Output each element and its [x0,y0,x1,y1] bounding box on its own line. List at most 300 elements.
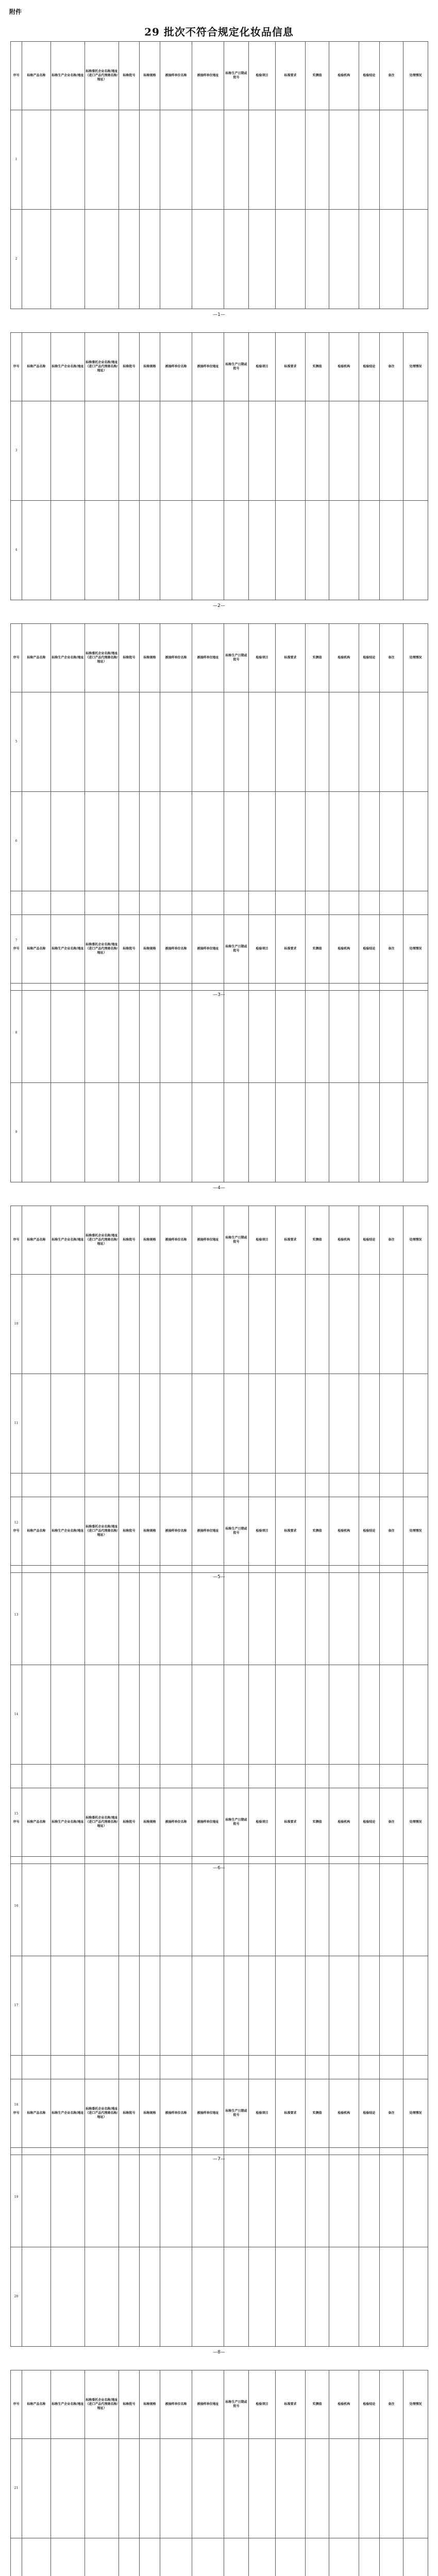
table-cell [119,2148,140,2247]
table-cell [119,2247,140,2347]
table-cell [119,984,140,1083]
table-cell [51,984,85,1083]
column-header: 标称生产企业名称/地址 [51,1497,85,1566]
column-header: 标称规格 [140,624,160,692]
table-cell [403,1956,428,2056]
table-cell [160,792,192,891]
table-cell [22,1665,51,1765]
table-cell [403,1857,428,1956]
table-cell [160,1275,192,1374]
page-number: —3— [213,992,225,997]
row-number: 14 [11,1665,22,1765]
table-cell [140,692,160,792]
table-cell [306,1665,329,1765]
table-cell [380,1665,403,1765]
table-cell [85,1857,119,1956]
column-header: 检验机构 [329,1206,359,1275]
table-cell [51,2439,85,2538]
table-cell [276,1083,306,1182]
table-cell [224,984,249,1083]
column-header: 检验机构 [329,333,359,401]
table-cell [140,401,160,501]
table-cell [192,984,224,1083]
table-cell [276,2148,306,2247]
table-cell [192,1275,224,1374]
table-cell [380,110,403,210]
column-header: 检验结论 [359,1788,380,1857]
column-header: 实测值 [306,42,329,110]
table-cell [329,2439,359,2538]
table-cell [329,692,359,792]
table-cell [359,401,380,501]
column-header: 实测值 [306,1497,329,1566]
table-cell [85,110,119,210]
table-header-row [11,2079,428,2148]
table-cell [276,1275,306,1374]
table-cell [329,1083,359,1182]
table-cell [380,1857,403,1956]
table-cell [306,1275,329,1374]
column-header: 检验机构 [329,2370,359,2439]
column-header: 检验项目 [249,1788,276,1857]
column-header: 实测值 [306,2370,329,2439]
table-cell [403,692,428,792]
table-cell [380,2439,403,2538]
column-header: 检验项目 [249,915,276,984]
table-cell [85,692,119,792]
column-header: 标称生产企业名称/地址 [51,333,85,401]
column-header: 标称规格 [140,2370,160,2439]
table-cell [51,501,85,600]
table-cell [359,2439,380,2538]
column-header: 检验机构 [329,624,359,692]
table-cell [140,110,160,210]
table-cell [140,1083,160,1182]
table-cell [51,1566,85,1665]
table-cell [22,1956,51,2056]
table-cell [160,692,192,792]
table-cell [140,501,160,600]
table-cell [403,1083,428,1182]
table-cell [160,984,192,1083]
table-cell [249,2538,276,2576]
table-cell [140,1857,160,1956]
table-cell [276,501,306,600]
table-cell [306,984,329,1083]
table-cell [329,792,359,891]
column-header: 标称产品名称 [22,1206,51,1275]
table-cell [403,2538,428,2576]
table-header-row [11,1788,428,1857]
table-cell [380,1566,403,1665]
table-cell [249,501,276,600]
table-cell [249,1956,276,2056]
table-cell [224,501,249,600]
table-cell [192,792,224,891]
row-number: 20 [11,2247,22,2347]
table-cell [380,984,403,1083]
page-number: —7— [213,2157,225,2162]
column-header: 处理情况 [403,624,428,692]
table-cell [140,2439,160,2538]
column-header: 实测值 [306,915,329,984]
row-number: 12 [11,1473,22,1573]
column-header: 被抽样单位地址 [192,2079,224,2148]
table-cell [249,2247,276,2347]
results-table [10,41,428,309]
column-header: 标称生产日期或批号 [224,1497,249,1566]
table-cell [224,401,249,501]
column-header: 被抽样单位名称 [160,624,192,692]
column-header: 标称生产日期或批号 [224,915,249,984]
table-cell [192,1083,224,1182]
table-cell [359,210,380,309]
table-cell [192,1857,224,1956]
column-header: 标称批号 [119,333,140,401]
table-cell [329,1956,359,2056]
table-cell [85,792,119,891]
row-number: 7 [11,891,22,991]
table-cell [160,110,192,210]
table-cell [306,1956,329,2056]
row-number: 16 [11,1857,22,1956]
table-cell [249,2148,276,2247]
table-cell [51,792,85,891]
column-header: 被抽样单位地址 [192,2370,224,2439]
column-header: 标称批号 [119,42,140,110]
table-cell [192,692,224,792]
document-page [10,41,428,317]
table-cell [192,1665,224,1765]
table-cell [22,1566,51,1665]
column-header: 标准要求 [276,1788,306,1857]
table-cell [403,401,428,501]
table-cell [249,984,276,1083]
table-cell [160,1857,192,1956]
table-cell [306,210,329,309]
table-cell [160,2439,192,2538]
column-header: 处理情况 [403,2079,428,2148]
table-cell [22,2538,51,2576]
table-cell [403,984,428,1083]
column-header: 处理情况 [403,1788,428,1857]
table-cell [359,1665,380,1765]
table-cell [224,2148,249,2247]
table-cell [85,1665,119,1765]
document-page [10,332,428,608]
table-cell [85,2247,119,2347]
row-number: 18 [11,2056,22,2155]
column-header: 标称产品名称 [22,915,51,984]
table-cell [192,501,224,600]
table-header-row [11,624,428,692]
column-header: 实测值 [306,333,329,401]
table-cell [160,1374,192,1473]
column-header: 序号 [11,2079,22,2148]
table-cell [140,1374,160,1473]
table-row [11,1857,428,1956]
table-cell [140,210,160,309]
column-header: 标称批号 [119,624,140,692]
row-number: 1 [11,110,22,210]
page-number: —8— [213,2350,225,2355]
column-header: 实测值 [306,1788,329,1857]
table-cell [249,401,276,501]
column-header: 序号 [11,42,22,110]
table-cell [329,501,359,600]
column-header: 标准要求 [276,915,306,984]
column-header: 检验机构 [329,2079,359,2148]
table-cell [192,1956,224,2056]
table-cell [306,401,329,501]
table-cell [22,1857,51,1956]
column-header: 标称批号 [119,1206,140,1275]
table-cell [51,1857,85,1956]
column-header: 标准要求 [276,2370,306,2439]
column-header: 标称生产日期或批号 [224,1788,249,1857]
column-header: 标称生产日期或批号 [224,42,249,110]
column-header: 序号 [11,1497,22,1566]
table-cell [276,1857,306,1956]
table-cell [359,984,380,1083]
column-header: 备注 [380,624,403,692]
table-cell [160,210,192,309]
column-header: 序号 [11,2370,22,2439]
column-header: 检验项目 [249,1206,276,1275]
table-cell [329,210,359,309]
table-cell [403,1665,428,1765]
table-cell [359,1566,380,1665]
table-header-row [11,1497,428,1566]
column-header: 标称生产企业名称/地址 [51,1788,85,1857]
table-cell [140,1275,160,1374]
table-cell [249,1275,276,1374]
column-header: 检验结论 [359,1206,380,1275]
column-header: 标称生产企业名称/地址 [51,624,85,692]
table-cell [22,984,51,1083]
row-number: 3 [11,401,22,501]
column-header: 标称产品名称 [22,1788,51,1857]
table-cell [329,1566,359,1665]
document-page [10,914,428,1191]
table-cell [160,2148,192,2247]
column-header: 标称生产企业名称/地址 [51,2370,85,2439]
table-cell [140,1956,160,2056]
table-cell [359,2538,380,2576]
column-header: 处理情况 [403,333,428,401]
table-cell [51,2538,85,2576]
table-cell [140,1665,160,1765]
column-header: 标称生产企业名称/地址 [51,42,85,110]
table-cell [380,792,403,891]
column-header: 检验项目 [249,1497,276,1566]
table-cell [22,501,51,600]
table-cell [359,2247,380,2347]
table-cell [276,1566,306,1665]
table-cell [306,1083,329,1182]
table-header-row [11,42,428,110]
column-header: 标称委托企业名称/地址（进口产品代理商名称/地址） [85,1497,119,1566]
table-cell [85,1275,119,1374]
column-header: 被抽样单位地址 [192,624,224,692]
column-header: 标称产品名称 [22,2079,51,2148]
table-cell [224,1857,249,1956]
table-cell [51,110,85,210]
column-header: 实测值 [306,2079,329,2148]
column-header: 检验结论 [359,624,380,692]
column-header: 检验机构 [329,42,359,110]
table-cell [249,692,276,792]
table-cell [140,1566,160,1665]
table-row [11,692,428,792]
table-cell [22,110,51,210]
table-row [11,1275,428,1374]
table-cell [160,1083,192,1182]
table-cell [85,210,119,309]
column-header: 标称产品名称 [22,624,51,692]
column-header: 标称规格 [140,1206,160,1275]
table-cell [276,1956,306,2056]
table-cell [160,1665,192,1765]
column-header: 检验结论 [359,2370,380,2439]
table-cell [329,2538,359,2576]
table-cell [224,2439,249,2538]
column-header: 备注 [380,2079,403,2148]
table-cell [119,1566,140,1665]
table-cell [306,110,329,210]
column-header: 标称产品名称 [22,42,51,110]
table-cell [22,401,51,501]
table-row [11,501,428,600]
table-cell [192,2538,224,2576]
row-number: 13 [11,1566,22,1665]
table-cell [359,110,380,210]
column-header: 标称批号 [119,2370,140,2439]
table-cell [224,792,249,891]
column-header: 备注 [380,1497,403,1566]
table-cell [359,692,380,792]
table-cell [85,1956,119,2056]
table-cell [359,792,380,891]
row-number: 9 [11,1083,22,1182]
table-row [11,1374,428,1473]
table-cell [249,1566,276,1665]
table-cell [51,1665,85,1765]
column-header: 处理情况 [403,1206,428,1275]
table-cell [403,792,428,891]
table-cell [119,792,140,891]
table-cell [249,2439,276,2538]
table-cell [276,2247,306,2347]
table-cell [403,2439,428,2538]
table-cell [119,2439,140,2538]
table-cell [403,2247,428,2347]
table-cell [51,1374,85,1473]
table-cell [249,1857,276,1956]
table-cell [249,110,276,210]
column-header: 被抽样单位地址 [192,915,224,984]
table-cell [85,1566,119,1665]
column-header: 序号 [11,1206,22,1275]
page-number: —2— [213,603,225,608]
table-cell [224,1275,249,1374]
column-header: 序号 [11,333,22,401]
table-cell [192,1566,224,1665]
table-header-row [11,2370,428,2439]
table-cell [119,1665,140,1765]
row-number: 5 [11,692,22,792]
table-cell [359,1083,380,1182]
table-cell [119,1083,140,1182]
column-header: 检验机构 [329,1497,359,1566]
table-cell [119,401,140,501]
table-header-row [11,333,428,401]
table-cell [119,501,140,600]
table-cell [85,984,119,1083]
column-header: 标称产品名称 [22,1497,51,1566]
column-header: 标称委托企业名称/地址（进口产品代理商名称/地址） [85,1788,119,1857]
column-header: 标称生产企业名称/地址 [51,2079,85,2148]
results-table [10,2370,428,2576]
column-header: 标称委托企业名称/地址（进口产品代理商名称/地址） [85,42,119,110]
column-header: 标称批号 [119,2079,140,2148]
column-header: 标称生产日期或批号 [224,333,249,401]
column-header: 序号 [11,1788,22,1857]
table-cell [329,110,359,210]
column-header: 标称生产企业名称/地址 [51,1206,85,1275]
table-cell [276,2538,306,2576]
table-cell [192,1374,224,1473]
table-row [11,2538,428,2576]
table-cell [224,1956,249,2056]
table-cell [380,1275,403,1374]
table-cell [359,1374,380,1473]
document-title: 29 批次不符合规定化妆品信息 [144,26,294,38]
table-row [11,401,428,501]
table-cell [329,2148,359,2247]
column-header: 检验项目 [249,42,276,110]
column-header: 被抽样单位地址 [192,1788,224,1857]
table-cell [306,1374,329,1473]
column-header: 检验机构 [329,915,359,984]
table-cell [380,401,403,501]
column-header: 处理情况 [403,915,428,984]
table-cell [403,2148,428,2247]
page-number: —6— [213,1866,225,1871]
table-cell [119,110,140,210]
column-header: 序号 [11,624,22,692]
column-header: 备注 [380,1206,403,1275]
table-cell [276,1665,306,1765]
row-number: 6 [11,792,22,891]
table-cell [51,1083,85,1182]
table-cell [119,1956,140,2056]
column-header: 标称规格 [140,1788,160,1857]
results-table [10,914,428,1182]
table-cell [51,210,85,309]
table-cell [160,401,192,501]
column-header: 被抽样单位名称 [160,1788,192,1857]
table-cell [192,2148,224,2247]
column-header: 标称批号 [119,1497,140,1566]
column-header: 标称委托企业名称/地址（进口产品代理商名称/地址） [85,624,119,692]
table-cell [306,2538,329,2576]
column-header: 检验项目 [249,624,276,692]
table-row [11,1083,428,1182]
column-header: 被抽样单位名称 [160,915,192,984]
table-cell [249,1083,276,1182]
column-header: 被抽样单位名称 [160,42,192,110]
